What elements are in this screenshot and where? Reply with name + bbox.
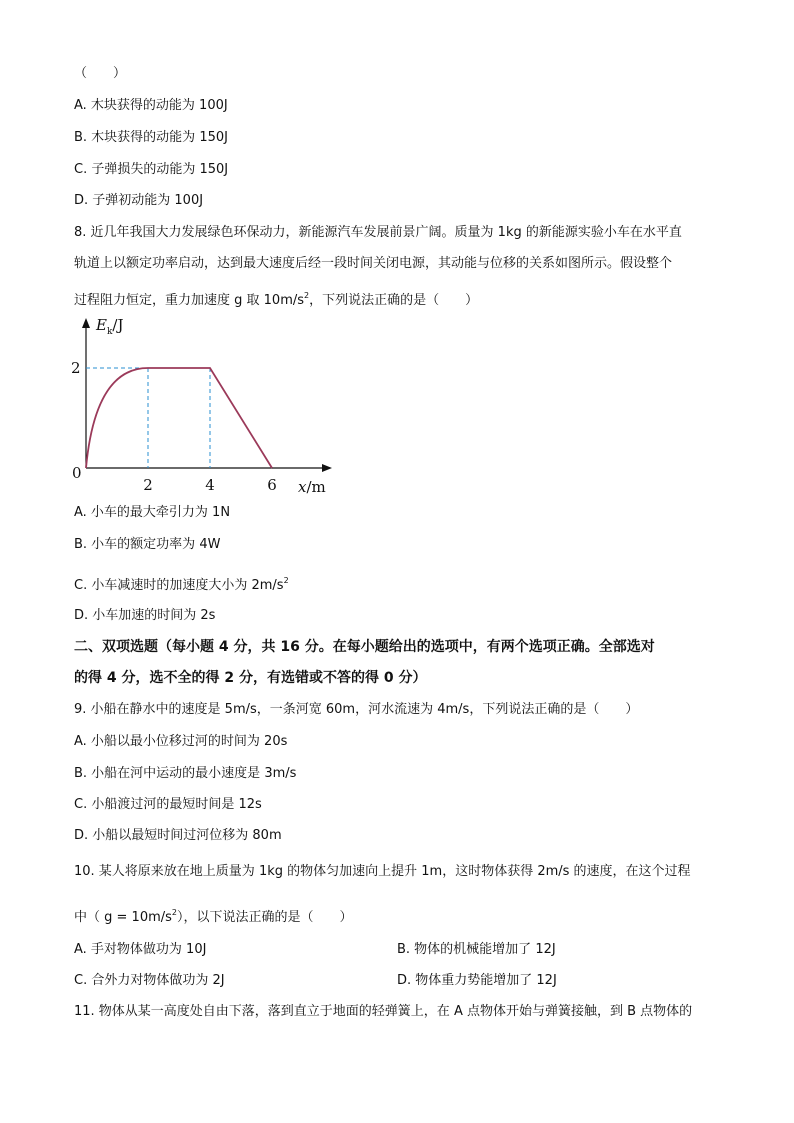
q7-option-a[interactable]: A. 木块获得的动能为 100J	[74, 98, 228, 113]
q7-paren: （ ）	[74, 66, 127, 81]
x-axis-label: x/m	[298, 478, 326, 495]
q8-stem-line3: 过程阻力恒定，重力加速度 g 取 $10m/s^2$，下列说法正确的是（ ）	[74, 291, 479, 308]
q10-option-a[interactable]: A. 手对物体做功为 10J	[74, 942, 207, 957]
q8-option-b[interactable]: B. 小车的额定功率为 4W	[74, 537, 221, 552]
q10-option-b[interactable]: B. 物体的机械能增加了 12J	[397, 942, 556, 957]
y-axis-label: $E_k/J$	[96, 316, 124, 337]
q9-option-c[interactable]: C. 小船渡过河的最短时间是 12s	[74, 797, 262, 812]
q9-option-d[interactable]: D. 小船以最短时间过河位移为 80m	[74, 828, 282, 843]
y-axis-arrow	[82, 318, 90, 328]
q10-option-c[interactable]: C. 合外力对物体做功为 2J	[74, 973, 225, 988]
q9-option-b[interactable]: B. 小船在河中运动的最小速度是 3m/s	[74, 766, 297, 781]
q7-option-d[interactable]: D. 子弹初动能为 100J	[74, 193, 204, 208]
q8-stem-line2: 轨道上以额定功率启动，达到最大速度后经一段时间关闭电源，其动能与位移的关系如图所示。假设整个	[74, 256, 673, 271]
origin-label: 0	[72, 464, 82, 482]
x-tick-label: 2	[143, 476, 153, 494]
q7-option-b[interactable]: B. 木块获得的动能为 150J	[74, 130, 228, 145]
section2-heading-line1: 二、双项选题（每小题 4 分，共 16 分。在每小题给出的选项中，有两个选项正确。全部选对	[74, 639, 655, 655]
x-tick-label: 6	[267, 476, 277, 494]
q10-option-d[interactable]: D. 物体重力势能增加了 12J	[397, 973, 557, 988]
section2-heading-line2: 的得 4 分，选不全的得 2 分，有选错或不答的得 0 分）	[74, 670, 427, 686]
x-axis-arrow	[322, 464, 332, 472]
q9-stem: 9. 小船在静水中的速度是 5m/s，一条河宽 60m，河水流速为 4m/s，下列说法正确的是（ ）	[74, 702, 639, 717]
q9-option-a[interactable]: A. 小船以最小位移过河的时间为 20s	[74, 734, 288, 749]
q10-stem-line2: 中（ $g = 10m/s^2$），以下说法正确的是（ ）	[74, 908, 353, 925]
x-tick-label: 4	[205, 476, 215, 494]
q8-stem-line1: 8. 近几年我国大力发展绿色环保动力，新能源汽车发展前景广阔。质量为 1kg 的新能源实验小车在水平直	[74, 225, 682, 240]
q11-stem: 11. 物体从某一高度处自由下落，落到直立于地面的轻弹簧上，在 A 点物体开始与弹簧接触，到 B 点物体的	[74, 1004, 693, 1019]
q10-stem-line1: 10. 某人将原来放在地上质量为 1kg 的物体匀加速向上提升 1m，这时物体获得 2m/s 的速度，在这个过程	[74, 864, 691, 879]
q7-option-c[interactable]: C. 子弹损失的动能为 150J	[74, 162, 229, 177]
q8-option-c[interactable]: C. 小车减速时的加速度大小为 $2m/s^2$	[74, 576, 289, 593]
y-tick-label: 2	[71, 359, 81, 377]
q8-option-a[interactable]: A. 小车的最大牵引力为 1N	[74, 505, 231, 520]
q8-option-d[interactable]: D. 小车加速的时间为 2s	[74, 608, 216, 623]
ek-x-graph	[70, 310, 350, 495]
ek-curve	[86, 368, 272, 468]
